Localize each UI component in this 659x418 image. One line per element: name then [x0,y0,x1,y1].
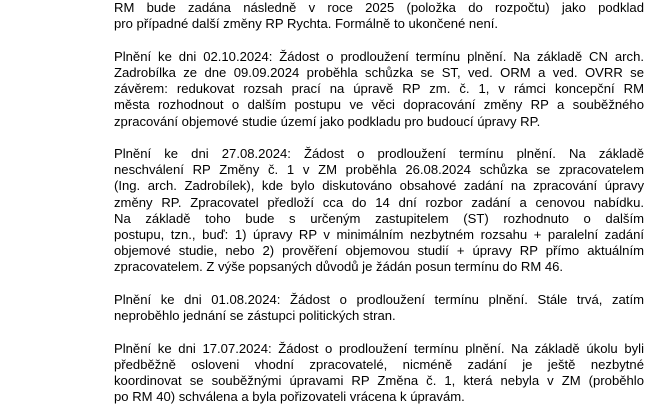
text-line: neschválení RP Změny č. 1 v ZM proběhla 26.08.2024 schůzka se zpracovatelem [114,162,644,178]
text-line: (Ing. arch. Zadrobílek), kde bylo diskutováno obsahové zadání na zpracování úpravy [114,178,644,194]
text-line: předběžně osloveni vhodní zpracovatelé, nicméně zadání je ještě nezbytné [114,356,644,372]
text-line: pro případné další změny RP Rychta. Formálně to ukončené není. [114,16,499,32]
text-line: Na základě toho bude s určeným zastupitelem (ST) rozhodnuto o dalším [114,210,644,226]
text-line: postupu, tzn., buď: 1) úpravy RP v minimálním nezbytném rozsahu + paralelní zadání [114,227,644,243]
text-line: objemové studie, nebo 2) prověření objemovou studií + úpravy RP přímo aktuálním [114,243,644,259]
text-line: po RM 40) schválena a byla pořizovateli vrácena k úpravám. [114,389,465,405]
paragraph-rm-2025 [114,0,644,32]
text-line: RM bude zadána následně v roce 2025 (položka do rozpočtu) jako podklad [114,0,644,15]
text-line: závěrem: redukovat rozsah prací na úpravě RP zm. č. 1, v rámci koncepční RM [114,81,644,97]
text-line: změny RP. Zpracovatel předloží cca do 14 dní rozbor zadání a cenovou nabídku. [114,194,644,210]
text-line: Zadrobílka ze dne 09.09.2024 proběhla schůzka se ST, ved. ORM a ved. OVRR se [114,64,644,80]
text-line: Plnění ke dni 01.08.2024: Žádost o prodloužení termínu plnění. Stále trvá, zatím [114,291,644,307]
paragraph-plneni-02-10-2024 [114,49,644,130]
text-line: Plnění ke dni 02.10.2024: Žádost o prodloužení termínu plnění. Na základě CN arch. [114,48,644,64]
text-line: Plnění ke dni 17.07.2024: Žádost o prodloužení termínu plnění. Na základě úkolu byli [114,340,644,356]
paragraph-plneni-27-08-2024 [114,146,644,276]
paragraph-plneni-17-07-2024 [114,341,644,406]
text-line: koordinovat se souběžnými úpravami RP Změna č. 1, která nebyla v ZM (proběhlo [114,373,644,389]
document-body [114,0,644,406]
text-line: zpracovatelem. Z výše popsaných důvodů je žádán posun termínu do RM 46. [114,259,564,275]
paragraph-plneni-01-08-2024 [114,292,644,324]
text-line: zpracování objemové studie území jako podkladu pro budoucí úpravy RP. [114,113,541,129]
text-line: neproběhlo jednání se zástupci politických stran. [114,308,396,324]
text-line: Plnění ke dni 27.08.2024: Žádost o prodloužení termínu plnění. Na základě [114,146,644,162]
text-line: města rozhodnout o dalším postupu ve věci dopracování změny RP a souběžného [114,97,644,113]
